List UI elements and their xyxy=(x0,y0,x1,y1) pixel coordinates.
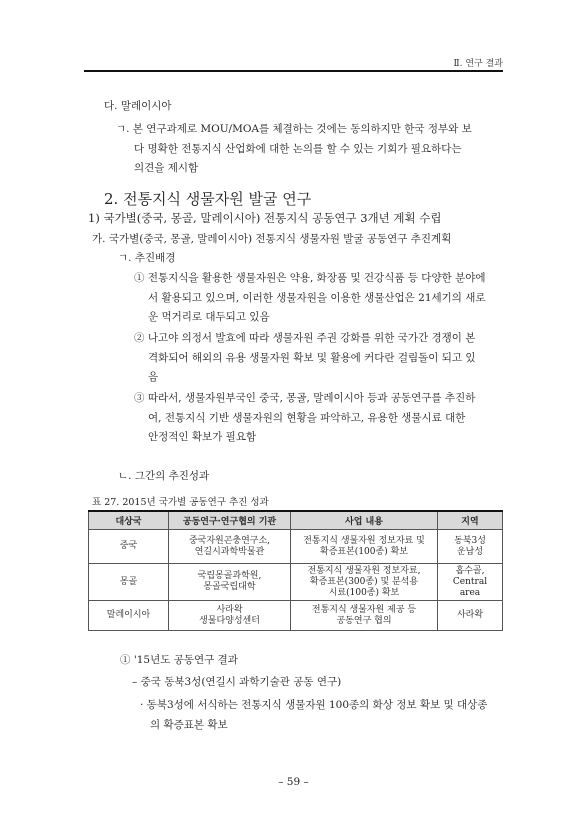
paragraph-line: 안정적인 확보가 필요함 xyxy=(148,431,257,443)
paragraph-line: ② 나고야 의정서 발효에 따라 생물자원 주권 강화를 위한 국가간 경쟁이 본 xyxy=(134,332,476,344)
cell-line: 전통지식 생물자원 정보자료, xyxy=(307,565,421,576)
table-header-row xyxy=(89,511,503,530)
cell-line: 시료(100종) 확보 xyxy=(328,587,400,598)
cell-institution xyxy=(169,601,291,631)
header-rule xyxy=(84,70,503,72)
cell-line: 전통지식 생물자원 정보자료 및 xyxy=(303,535,425,546)
cell-line: 사라왁 xyxy=(216,604,243,615)
cell-region xyxy=(438,601,503,631)
cell-line: 전통지식 생물자원 제공 등 xyxy=(311,604,417,615)
cell-line: 홉수골, xyxy=(455,565,485,576)
cell-line: area xyxy=(459,587,481,598)
cell-institution xyxy=(169,564,291,601)
paragraph-line: 의견을 제시함 xyxy=(134,162,199,174)
cell-line: 몽골국립대학 xyxy=(203,582,256,592)
table-row xyxy=(89,530,503,564)
cell-content xyxy=(291,601,438,631)
section-title: 2. 전통지식 생물자원 발굴 연구 xyxy=(104,190,312,208)
cell-line: 중국자원곤충연구소, xyxy=(188,535,271,546)
cell-line: 동북3성 xyxy=(454,535,486,546)
paragraph-line: 운 먹거리로 대두되고 있음 xyxy=(148,311,270,323)
background-heading: ㄱ. 추진배경 xyxy=(118,252,176,264)
subsection-heading: 가. 국가별(중국, 몽골, 말레이시아) 전통지식 생물자원 발굴 공동연구 추진계획 xyxy=(92,233,452,245)
cell-line: 생물다양성센터 xyxy=(199,615,260,626)
cell-line: 연길시과학박물관 xyxy=(194,546,265,557)
cell-line: 사라왁 xyxy=(456,610,484,620)
paragraph-line: · 동북3성에 서식하는 전통지식 생물자원 100종의 화상 정보 확보 및 대상종 xyxy=(140,699,488,711)
cell-line: 국립몽골과학원, xyxy=(197,571,262,581)
cell-country: 몽골 xyxy=(89,564,169,601)
paragraph-line: 서 활용되고 있으며, 이러한 생물자원을 이용한 생물산업은 21세기의 새로 xyxy=(148,291,486,304)
page-number: – 59 – xyxy=(278,776,309,788)
cell-institution xyxy=(169,530,291,564)
results-china-heading: – 중국 동북3성(연길시 과학기술관 공동 연구) xyxy=(132,676,342,688)
paragraph-line: 격화되어 해외의 유용 생물자원 확보 및 활용에 커다란 걸림돌이 되고 있 xyxy=(148,351,476,364)
cell-country: 말레이시아 xyxy=(89,601,169,631)
background-point-2 xyxy=(134,329,476,388)
cell-line: 확증표본(100종) 확보 xyxy=(320,546,408,557)
subsection-title: 1) 국가별(중국, 몽골, 말레이시아) 전통지식 공동연구 3개년 계획 수립 xyxy=(88,211,442,225)
running-header: Ⅱ. 연구 결과 xyxy=(453,59,503,69)
table-row xyxy=(89,601,503,631)
cooperation-results-table xyxy=(88,510,503,631)
cell-region xyxy=(438,564,503,601)
cell-line: 공동연구 협의 xyxy=(336,615,392,626)
background-point-1 xyxy=(134,269,486,328)
results-bullet xyxy=(140,696,487,735)
paragraph-line: 음 xyxy=(148,371,159,383)
cell-content xyxy=(291,530,438,564)
cell-content xyxy=(291,564,438,601)
column-header-country: 대상국 xyxy=(89,511,169,530)
background-point-3 xyxy=(134,389,475,448)
paragraph-line: ③ 따라서, 생물자원부국인 중국, 몽골, 말레이시아 등과 공동연구를 추진하 xyxy=(134,392,476,404)
paragraph-line: 여, 전통지식 기반 생물자원의 현황을 파악하고, 유용한 생물시료 대한 xyxy=(148,411,466,424)
paragraph-line: 의 확증표본 확보 xyxy=(150,718,228,731)
cell-line: 운남성 xyxy=(456,546,484,557)
column-header-region: 지역 xyxy=(438,511,503,530)
paragraph-line: ① 전통지식을 활용한 생물자원은 약용, 화장품 및 건강식품 등 다양한 분야에 xyxy=(134,272,486,284)
malaysia-opinion-paragraph xyxy=(116,120,472,179)
paragraph-line: 다 명확한 전통지식 산업화에 대한 논의를 할 수 있는 기회가 필요하다는 xyxy=(134,142,462,155)
paragraph-line: ㄱ. 본 연구과제로 MOU/MOA를 체결하는 것에는 동의하지만 한국 정부와 보 xyxy=(116,123,472,135)
item-malaysia-heading: 다. 말레이시아 xyxy=(104,100,172,112)
column-header-content: 사업 내용 xyxy=(291,511,438,530)
cell-region xyxy=(438,530,503,564)
table-row xyxy=(89,564,503,601)
cell-line: Central xyxy=(452,576,488,587)
cell-country: 중국 xyxy=(89,530,169,564)
table-caption: 표 27. 2015년 국가별 공동연구 추진 성과 xyxy=(92,497,269,508)
cell-line: 확증표본(300종) 및 분석용 xyxy=(309,576,419,587)
progress-heading: ㄴ. 그간의 추진성과 xyxy=(118,470,210,482)
column-header-institution: 공동연구·연구협의 기관 xyxy=(169,511,291,530)
results-heading: ① '15년도 공동연구 결과 xyxy=(120,654,238,666)
